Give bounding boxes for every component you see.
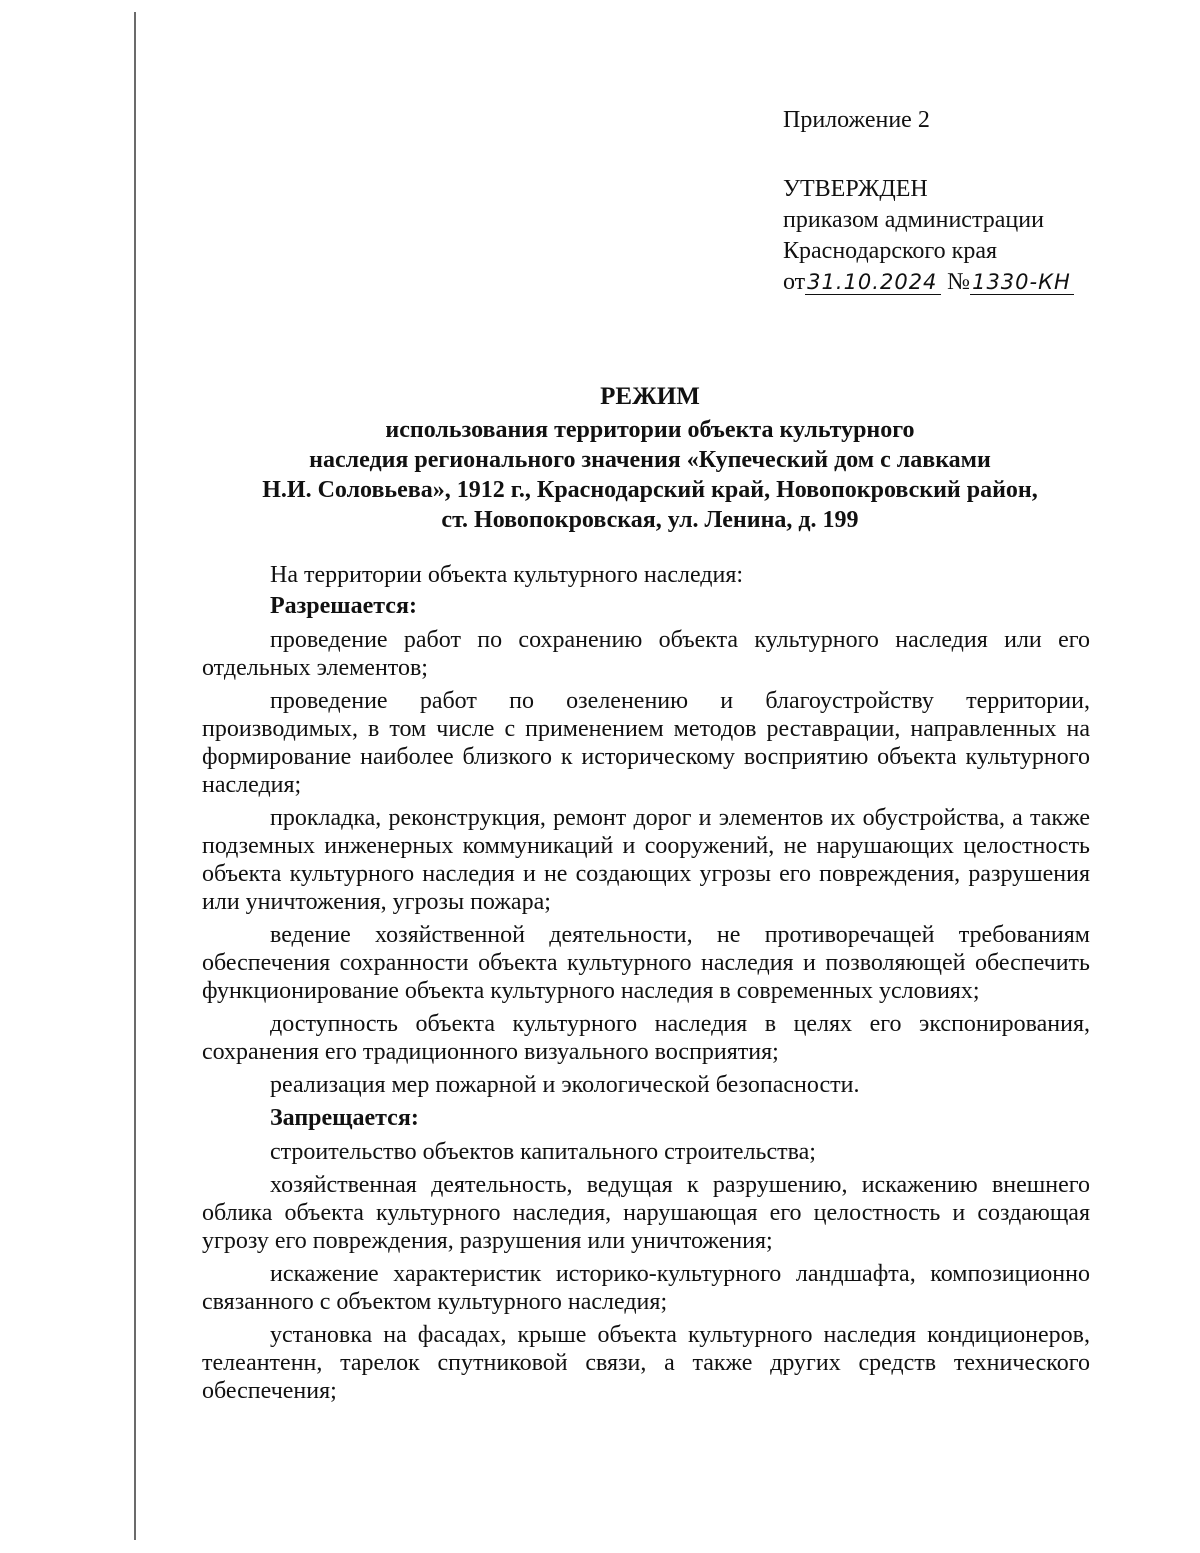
binding-margin-line: [134, 12, 136, 1540]
approval-block: [783, 105, 1143, 298]
approved-label: УТВЕРЖДЕН: [783, 176, 928, 202]
number-prefix: №: [947, 269, 971, 295]
allowed-item: доступность объекта культурного наследия в целях его экспонирования, сохранения его традиционного визуального восприятия;: [202, 1011, 1090, 1065]
allowed-item: проведение работ по сохранению объекта культурного наследия или его отдельных элементов;: [202, 627, 1090, 681]
allowed-item: ведение хозяйственной деятельности, не противоречащей требованиям обеспечения сохранности объекта культурного наследия и позволяющей обеспечить функционирование объекта культурного наследия в современных условиях;: [202, 922, 1090, 1004]
document-title: РЕЖИМ: [600, 383, 700, 410]
heading-line-3: Н.И. Соловьева», 1912 г., Краснодарский край, Новопокровский район,: [262, 477, 1038, 503]
forbidden-heading: Запрещается:: [270, 1105, 419, 1131]
approval-line-2: Краснодарского края: [783, 238, 998, 264]
forbidden-item: установка на фасадах, крыше объекта культурного наследия кондиционеров, телеантенн, тарелок спутниковой связи, а также других средств технического обеспечения;: [202, 1322, 1090, 1404]
allowed-item: проведение работ по озеленению и благоустройству территории, производимых, в том числе с применением методов реставрации, направленных на формирование наиболее близкого к историческому восприятию объекта культурного наследия;: [202, 688, 1090, 798]
forbidden-item: хозяйственная деятельность, ведущая к разрушению, искажению внешнего облика объекта культурного наследия, нарушающая его целостность и создающая угрозу его повреждения, разрушения или уничтожения;: [202, 1172, 1090, 1254]
allowed-item: реализация мер пожарной и экологической безопасности.: [270, 1072, 860, 1098]
approval-line-1: приказом администрации: [783, 207, 1044, 233]
from-prefix: от: [783, 269, 806, 295]
document-body: [202, 561, 1090, 1410]
handwritten-number: 1330-КН: [970, 270, 1074, 295]
appendix-label: Приложение 2: [783, 107, 930, 133]
intro-paragraph: На территории объекта культурного наследия:: [270, 562, 744, 588]
heading-line-2: наследия регионального значения «Купеческий дом с лавками: [309, 447, 991, 473]
heading-line-1: использования территории объекта культурного: [385, 417, 915, 443]
order-reference: [783, 267, 1143, 298]
allowed-item: прокладка, реконструкция, ремонт дорог и элементов их обустройства, а также подземных инженерных коммуникаций и сооружений, не нарушающих целостность объекта культурного наследия и не создающих угрозы его повреждения, разрушения или уничтожения, угрозы пожара;: [202, 805, 1090, 915]
handwritten-date: 31.10.2024: [805, 270, 941, 295]
heading-line-4: ст. Новопокровская, ул. Ленина, д. 199: [441, 507, 859, 533]
forbidden-item: искажение характеристик историко-культурного ландшафта, композиционно связанного с объектом культурного наследия;: [202, 1261, 1090, 1315]
forbidden-item: строительство объектов капитального строительства;: [270, 1139, 816, 1165]
document-heading: [180, 382, 1120, 535]
allowed-heading: Разрешается:: [270, 593, 417, 619]
